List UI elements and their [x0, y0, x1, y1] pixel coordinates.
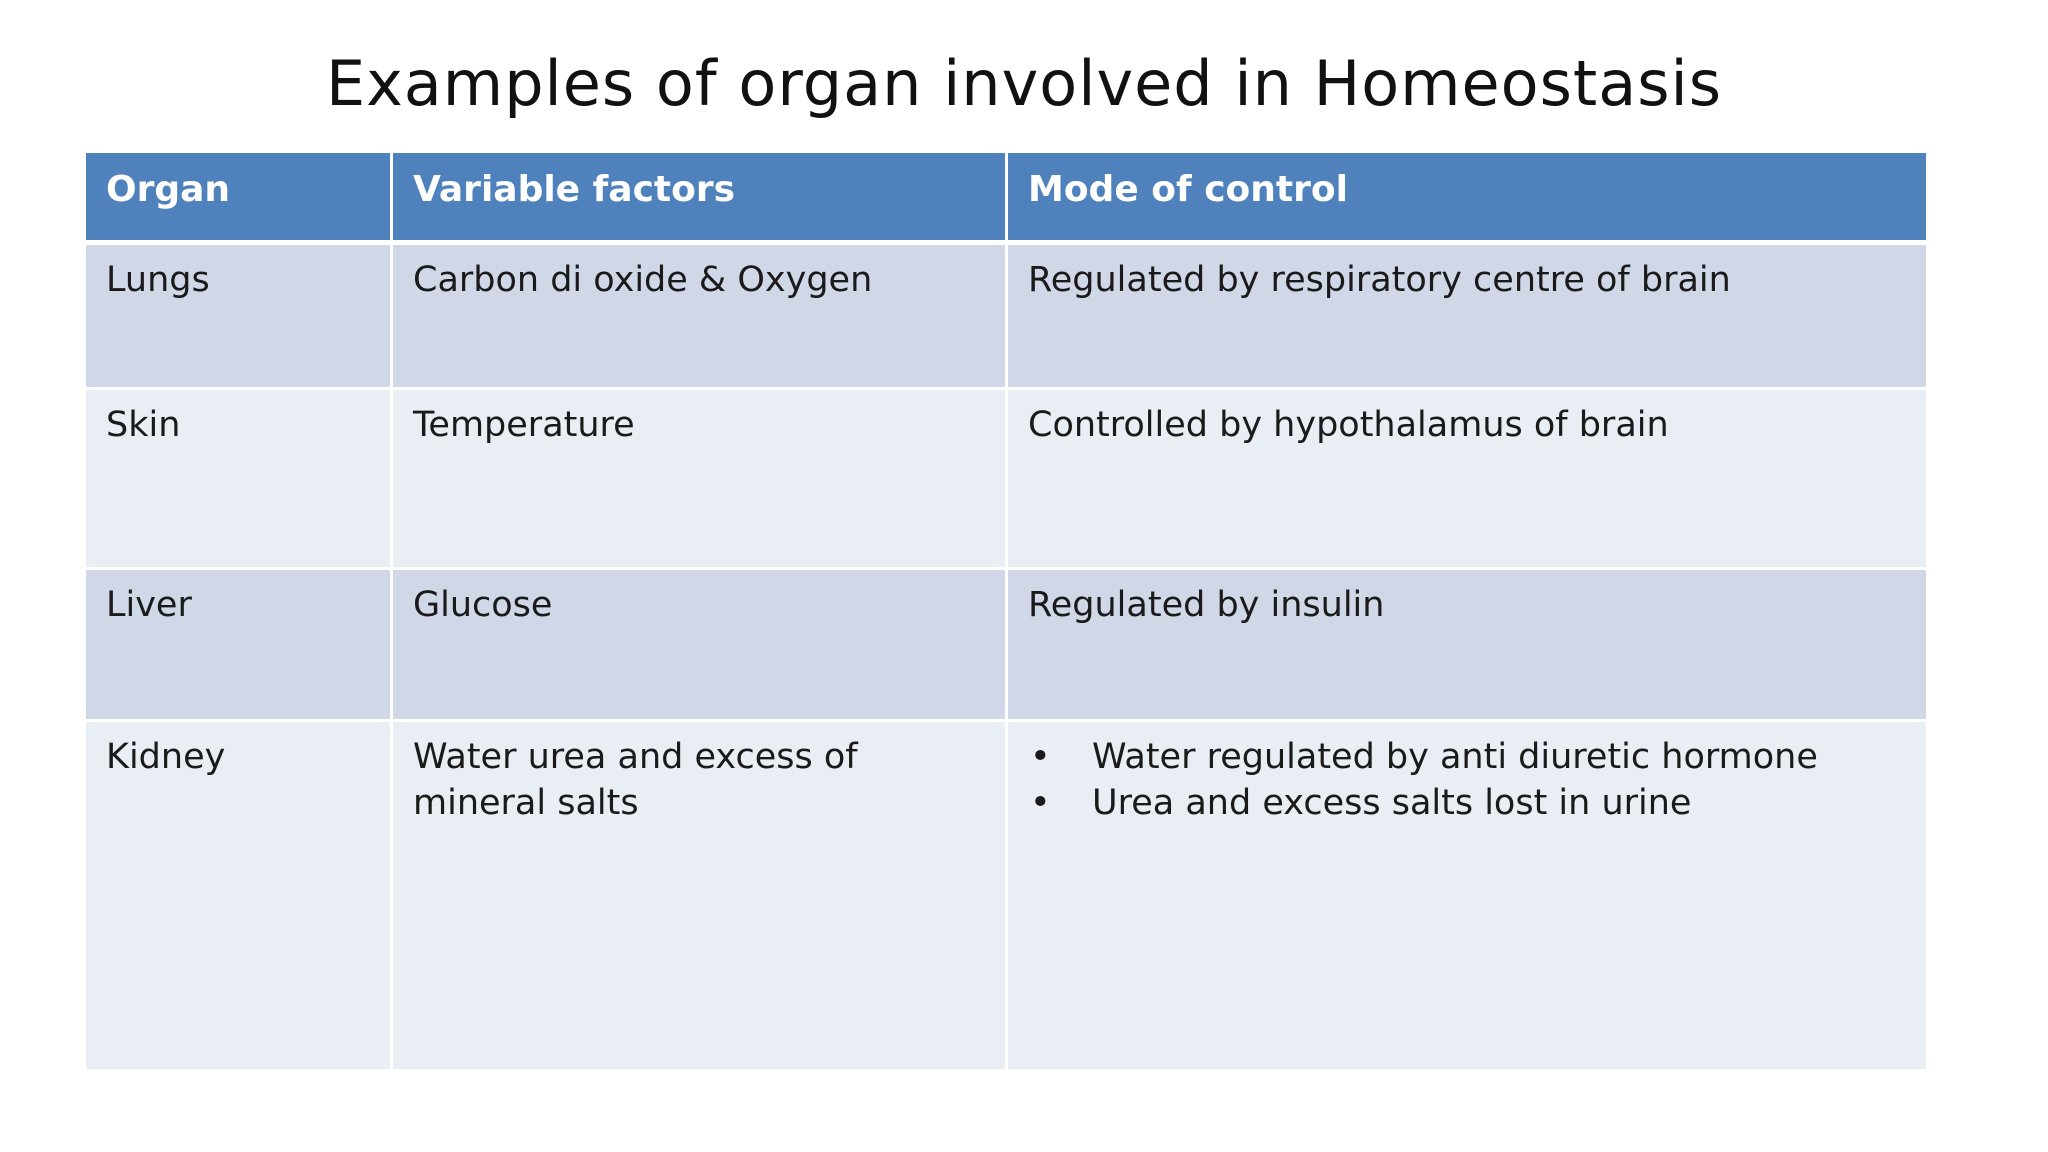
table-header-row [86, 153, 1926, 245]
table-row [86, 390, 1926, 570]
organ-cell: Kidney [86, 722, 393, 1072]
header-mode-of-control: Mode of control [1008, 153, 1926, 245]
table-row [86, 722, 1926, 1072]
header-variable-factors: Variable factors [393, 153, 1008, 245]
control-cell: Regulated by insulin [1008, 570, 1926, 722]
variable-cell: Carbon di oxide & Oxygen [393, 245, 1008, 390]
variable-cell: Temperature [393, 390, 1008, 570]
table-row [86, 570, 1926, 722]
organ-cell: Skin [86, 390, 393, 570]
organ-cell: Lungs [86, 245, 393, 390]
header-organ: Organ [86, 153, 393, 245]
table-row [86, 245, 1926, 390]
variable-cell: Water urea and excess of mineral salts [393, 722, 1008, 1072]
control-bullet-item: • Urea and excess salts lost in urine [1028, 780, 1906, 826]
control-bullet-item: • Water regulated by anti diuretic hormone [1028, 734, 1906, 780]
homeostasis-table [86, 153, 1926, 1072]
variable-cell: Glucose [393, 570, 1008, 722]
organ-cell: Liver [86, 570, 393, 722]
control-cell [1008, 722, 1926, 1072]
slide-title: Examples of organ involved in Homeostasis [325, 47, 1723, 120]
control-cell: Regulated by respiratory centre of brain [1008, 245, 1926, 390]
control-cell: Controlled by hypothalamus of brain [1008, 390, 1926, 570]
control-bullet-list [1028, 734, 1906, 826]
